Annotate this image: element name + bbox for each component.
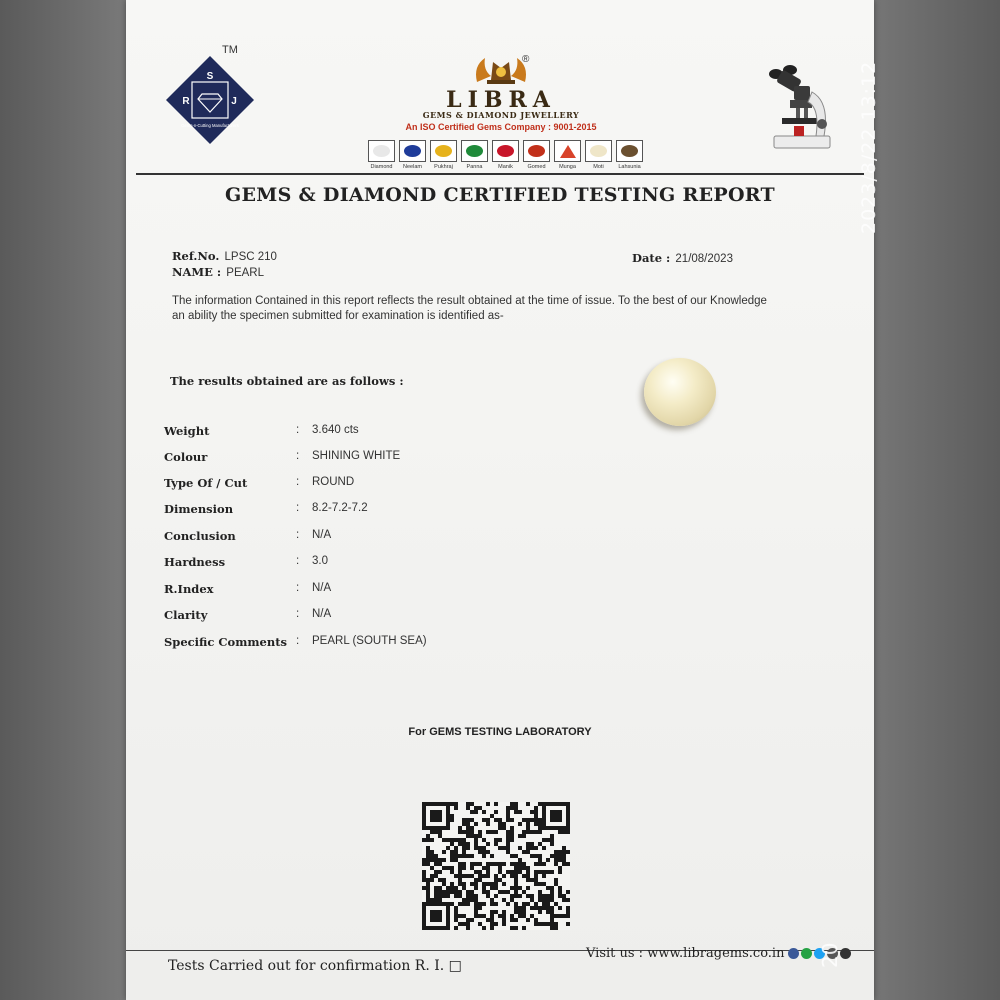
gemstone-icon [435,145,452,157]
gemstone-pukhraj [430,140,457,170]
date-value: 21/08/2023 [675,253,733,265]
result-colon: : [296,582,300,594]
gemstone-label: Diamond [370,164,393,170]
gemstone-label: Panna [466,164,483,170]
result-colon: : [296,555,300,567]
gemstone-box [368,140,395,162]
result-colon: : [296,424,300,436]
libra-subtitle: GEMS & DIAMOND JEWELLERY [422,110,580,120]
result-label: Weight [164,424,210,438]
result-value: PEARL (SOUTH SEA) [312,635,427,647]
result-row [164,502,664,520]
photo-timestamp [846,0,880,240]
result-value: ROUND [312,476,355,488]
gemstone-icon [528,145,545,157]
registered-mark: ® [522,54,530,65]
srj-letter-s: S [206,71,214,82]
result-value: 8.2-7.2-7.2 [312,502,368,514]
intro-paragraph: The information Contained in this report reflects the result obtained at the time of issue. To the best of our Knowledge an ability the specimen submitted for examination is identified as- [172,295,767,322]
name-value: PEARL [226,267,264,279]
gemstone-box [461,140,488,162]
results-heading: The results obtained are as follows : [170,374,404,388]
gemstone-box [523,140,550,162]
gemstone-icon [590,145,607,157]
gemstone-label: Neelam [403,164,422,170]
result-row [164,450,664,468]
result-colon: : [296,476,300,488]
gemstone-icon [621,145,638,157]
footer-website-line [586,946,851,961]
gemstone-panna [461,140,488,170]
gemstone-label: Gomed [527,164,546,170]
gemstone-moti [585,140,612,170]
gemstone-strip [368,140,643,170]
result-label: Conclusion [164,529,236,543]
gemstone-box [554,140,581,162]
libra-logo [386,52,616,142]
result-colon: : [296,635,300,647]
result-row [164,635,664,653]
srj-letter-r: R [182,96,190,107]
result-value: 3.0 [312,555,328,567]
result-label: Clarity [164,608,208,622]
iso-certification: An ISO Certified Gems Company : 9001-2015 [405,122,597,132]
gemstone-box [430,140,457,162]
instagram-icon [840,948,851,959]
qr-code [422,802,570,930]
footer-website: Visit us : www.libragems.co.in [586,946,785,961]
gemstone-box [492,140,519,162]
result-value: N/A [312,582,332,594]
result-row [164,476,664,494]
result-label: Hardness [164,555,226,569]
result-label: R.Index [164,582,214,596]
gemstone-box [616,140,643,162]
gemstone-diamond [368,140,395,170]
result-colon: : [296,502,300,514]
trademark-mark: TM [222,44,238,56]
srj-letter-j: J [231,96,237,107]
gemstone-icon [497,145,514,157]
gemstone-label: Lahsunia [618,164,641,170]
gemstone-label: Pukhraj [434,164,453,170]
result-row [164,582,664,600]
result-colon: : [296,450,300,462]
microscope-icon [760,62,838,154]
header-divider [136,173,864,175]
corner-stamp: 20 [818,942,842,968]
gemstone-manik [492,140,519,170]
date-label: Date : [632,251,671,265]
ref-value: LPSC 210 [224,251,277,263]
gemstone-label: Moti [593,164,604,170]
gemstone-neelam [399,140,426,170]
gemstone-munga [554,140,581,170]
ref-label: Ref.No. [172,249,220,263]
result-value: N/A [312,608,332,620]
result-row [164,608,664,626]
timestamp-text: 2023/8/22 13:12 [858,60,880,234]
result-row [164,555,664,573]
gemstone-label: Manik [498,164,513,170]
result-label: Type Of / Cut [164,476,248,490]
result-value: N/A [312,529,332,541]
gemstone-icon [560,145,576,158]
result-label: Specific Comments [164,635,288,649]
name-line [172,261,264,280]
name-label: NAME : [172,265,222,279]
libra-name: LIBRA [446,87,556,113]
result-row [164,529,664,547]
result-value: 3.640 cts [312,424,359,436]
gemstone-icon [404,145,421,157]
certificate-paper [126,0,874,1000]
srj-logo [162,52,258,148]
result-colon: : [296,608,300,620]
background-left [0,0,128,1000]
footer-confirmation: Tests Carried out for confirmation R. I. □ [168,958,462,974]
srj-caption: Gems-n-Cutting Manufacturers [181,123,239,128]
gemstone-box [585,140,612,162]
gemstone-box [399,140,426,162]
gemstone-lahsunia [616,140,643,170]
report-title: GEMS & DIAMOND CERTIFIED TESTING REPORT [224,184,775,206]
lab-signature-label: For GEMS TESTING LABORATORY [408,726,592,738]
gemstone-gomed [523,140,550,170]
result-label: Dimension [164,502,234,516]
gemstone-icon [466,145,483,157]
result-colon: : [296,529,300,541]
gemstone-icon [373,145,390,157]
whatsapp-icon [801,948,812,959]
facebook-icon [788,948,799,959]
result-label: Colour [164,450,208,464]
result-value: SHINING WHITE [312,450,401,462]
gemstone-label: Munga [559,164,576,170]
background-right [872,0,1000,1000]
date-line [632,247,733,266]
pearl-photo [644,358,716,426]
result-row [164,424,664,442]
